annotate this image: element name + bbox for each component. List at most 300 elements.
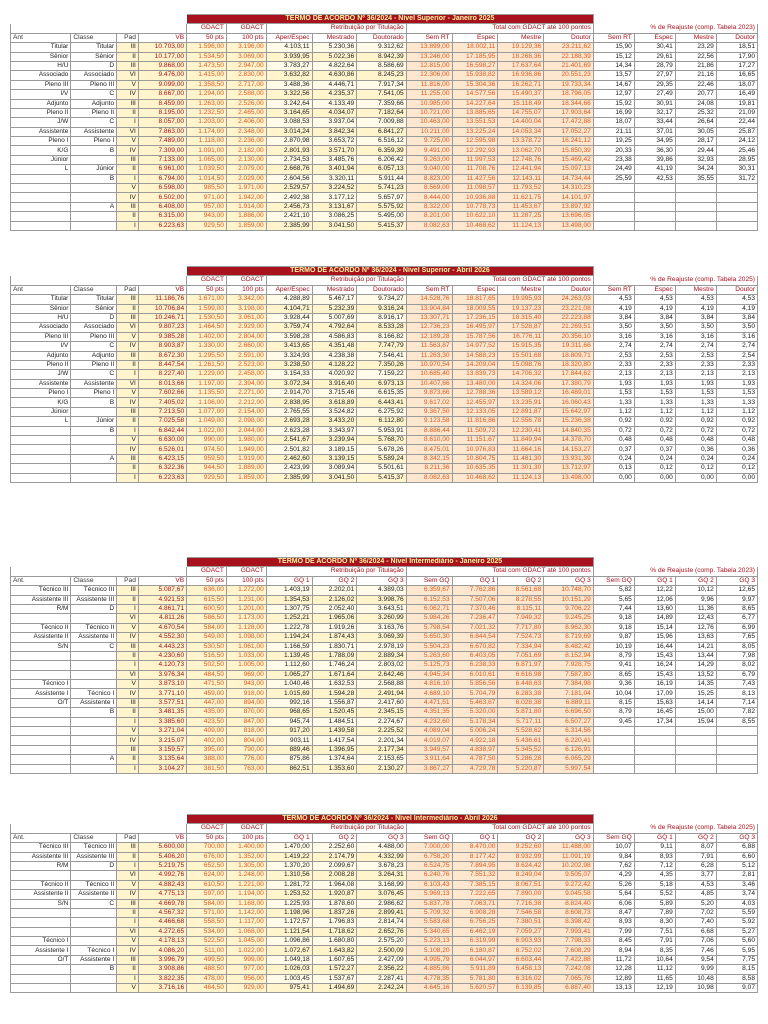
cell-total: 23.221,08 <box>544 304 594 313</box>
cell-vb: 4.775,13 <box>138 890 186 899</box>
cell-retribuicao: 1.920,87 <box>312 890 357 899</box>
cell-total: 13.899,00 <box>406 43 452 52</box>
cell-total: 4.232,60 <box>406 717 452 726</box>
row-classe-label: Assistente I <box>71 955 117 964</box>
cell-retribuicao: 1.718,62 <box>312 927 357 936</box>
cell-retribuicao: 2.986,62 <box>357 899 406 908</box>
cell-total: 8.569,00 <box>406 184 452 193</box>
cell-vb: 4.992,76 <box>138 871 186 880</box>
cell-retribuicao: 2.642,46 <box>357 670 406 679</box>
cell-total: 4.019,07 <box>406 736 452 745</box>
cell-vb: 6.961,00 <box>138 165 186 174</box>
cell-gdact-50: 1.106,00 <box>187 398 227 407</box>
row-classe-label <box>71 155 117 164</box>
row-classe-label: Assistente II <box>71 633 117 642</box>
cell-reajuste: 22,44 <box>716 118 757 127</box>
cell-retribuicao: 4.103,11 <box>266 43 312 52</box>
row-ant-label <box>11 764 71 773</box>
cell-total: 9.367,50 <box>406 407 452 416</box>
cell-gdact-100: 3.198,00 <box>226 304 266 313</box>
row-padrao: II <box>117 852 139 861</box>
cell-reajuste: 1,53 <box>634 389 675 398</box>
cell-reajuste: 11,36 <box>675 604 716 613</box>
cell-total: 7.065,76 <box>544 974 593 983</box>
row-padrao: I <box>117 918 139 927</box>
cell-total: 20.356,10 <box>544 332 594 341</box>
cell-reajuste: 0,72 <box>675 426 716 435</box>
cell-retribuicao: 1.096,86 <box>266 937 312 946</box>
row-classe-label: C <box>71 90 117 99</box>
salary-table-int-jan-2025 <box>10 557 758 774</box>
table-row <box>11 614 758 623</box>
cell-total: 10.635,35 <box>452 464 498 473</box>
row-classe-label: Pleno II <box>71 360 117 369</box>
cell-gdact-100: 1.859,00 <box>226 473 266 482</box>
row-classe-label <box>71 871 117 880</box>
table-row <box>11 852 758 861</box>
cell-reajuste: 7,62 <box>593 861 634 870</box>
table-row <box>11 445 758 454</box>
table-row <box>11 680 758 689</box>
row-padrao: V <box>117 137 139 146</box>
cell-gdact-100: 943,00 <box>226 680 266 689</box>
cell-gdact-100: 1.098,00 <box>226 633 266 642</box>
cell-gdact-100: 1.022,00 <box>226 946 266 955</box>
table-row <box>11 108 758 117</box>
cell-total: 5.345,52 <box>498 745 544 754</box>
row-ant-label: I/V <box>11 90 71 99</box>
row-padrao: III <box>117 407 139 416</box>
table-row <box>11 736 758 745</box>
cell-reajuste: 2,74 <box>716 342 757 351</box>
cell-gdact-100: 2.406,00 <box>226 118 266 127</box>
cell-reajuste: 16,44 <box>634 642 675 651</box>
cell-gdact-50: 558,50 <box>187 918 227 927</box>
cell-gdact-50: 597,00 <box>187 890 227 899</box>
cell-total: 4.471,51 <box>406 698 452 707</box>
cell-vb: 5.406,20 <box>138 852 186 861</box>
cell-total: 6.028,38 <box>498 698 544 707</box>
table-row <box>11 755 758 764</box>
cell-total: 4.787,50 <box>452 755 498 764</box>
cell-vb: 10.706,84 <box>138 304 186 313</box>
row-ant-label: J/W <box>11 118 71 127</box>
cell-retribuicao: 2.252,60 <box>312 843 357 852</box>
cell-reajuste: 31,72 <box>716 174 757 183</box>
cell-gdact-100: 969,00 <box>226 670 266 679</box>
header-total: Total com GDACT até 100 pontos <box>406 567 593 576</box>
cell-retribuicao: 1.026,03 <box>266 965 312 974</box>
cell-total: 10.202,98 <box>544 861 593 870</box>
cell-reajuste: 10,98 <box>675 984 716 993</box>
cell-reajuste: 2,13 <box>675 370 716 379</box>
cell-vb: 7.133,00 <box>138 155 186 164</box>
cell-reajuste: 3,74 <box>716 890 757 899</box>
cell-gdact-100: 956,00 <box>226 974 266 983</box>
cell-total: 10.970,54 <box>406 360 452 369</box>
salary-table <box>10 14 758 231</box>
row-ant-label: Assistente II <box>11 633 71 642</box>
cell-reajuste: 7,75 <box>716 955 757 964</box>
cell-total: 8.342,15 <box>406 454 452 463</box>
cell-retribuicao: 7.159,22 <box>357 370 406 379</box>
cell-reajuste <box>593 727 634 736</box>
cell-gdact-100: 1.128,00 <box>226 623 266 632</box>
cell-total: 22.188,39 <box>544 52 594 61</box>
table-row <box>11 80 758 89</box>
cell-total: 5.178,34 <box>452 717 498 726</box>
cell-total: 10.804,75 <box>452 454 498 463</box>
column-header: Doutor <box>544 285 594 294</box>
cell-retribuicao: 3.069,39 <box>357 633 406 642</box>
cell-retribuicao: 1.172,57 <box>266 918 312 927</box>
cell-gdact-50: 586,50 <box>187 614 227 623</box>
cell-gdact-100: 999,00 <box>226 955 266 964</box>
header-spacer <box>11 567 187 576</box>
cell-retribuicao: 1.680,80 <box>312 937 357 946</box>
cell-reajuste <box>716 184 757 193</box>
cell-total: 9.272,42 <box>544 880 593 889</box>
row-ant-label: J/W <box>11 370 71 379</box>
cell-retribuicao: 6.841,27 <box>357 127 406 136</box>
cell-gdact-50: 1.415,00 <box>187 71 227 80</box>
cell-reajuste: 7,89 <box>634 908 675 917</box>
cell-reajuste: 0,00 <box>716 473 757 482</box>
cell-gdact-50: 974,50 <box>187 445 227 454</box>
cell-total: 7.334,94 <box>498 642 544 651</box>
row-ant-label: Titular <box>11 43 71 52</box>
cell-retribuicao: 1.003,45 <box>266 974 312 983</box>
cell-retribuicao: 889,46 <box>266 745 312 754</box>
cell-total: 10.211,00 <box>406 127 452 136</box>
cell-retribuicao: 4.128,22 <box>312 360 357 369</box>
table-row <box>11 871 758 880</box>
column-header: Mestre <box>498 33 544 42</box>
cell-total: 6.010,61 <box>452 670 498 679</box>
row-padrao: II <box>117 965 139 974</box>
cell-total: 11.708,76 <box>452 165 498 174</box>
cell-gdact-100: 2.044,00 <box>226 426 266 435</box>
table-row <box>11 633 758 642</box>
cell-reajuste: 8,15 <box>716 965 757 974</box>
cell-reajuste: 12,76 <box>675 623 716 632</box>
cell-gdact-100: 1.168,00 <box>226 899 266 908</box>
cell-total: 17.380,79 <box>544 379 594 388</box>
cell-total: 11.263,30 <box>406 351 452 360</box>
cell-total: 8.886,44 <box>406 426 452 435</box>
cell-retribuicao: 4.288,89 <box>266 295 312 304</box>
cell-reajuste: 0,37 <box>634 445 675 454</box>
row-ant-label <box>11 670 71 679</box>
column-header: Mestre <box>498 285 544 294</box>
cell-retribuicao: 7.546,41 <box>357 351 406 360</box>
cell-total: 14.588,23 <box>452 351 498 360</box>
column-header: 100 pts <box>226 833 266 842</box>
cell-reajuste <box>634 193 675 202</box>
row-padrao: IV <box>117 633 139 642</box>
cell-reajuste <box>716 764 757 773</box>
table-row <box>11 61 758 70</box>
cell-retribuicao: 2.604,56 <box>266 174 312 183</box>
cell-gdact-50: 1.232,50 <box>187 108 227 117</box>
cell-vb: 5.219,75 <box>138 861 186 870</box>
cell-total: 17.844,62 <box>544 370 594 379</box>
row-classe-label: B <box>71 398 117 407</box>
cell-total: 11.427,56 <box>452 174 498 183</box>
cell-reajuste: 9,84 <box>593 852 634 861</box>
cell-reajuste: 22,56 <box>675 52 716 61</box>
cell-reajuste: 0,48 <box>716 436 757 445</box>
cell-reajuste: 6,99 <box>716 623 757 632</box>
row-classe-label: D <box>71 61 117 70</box>
cell-vb: 8.057,00 <box>138 118 186 127</box>
cell-reajuste <box>675 212 716 221</box>
cell-total: 19.311,66 <box>544 342 594 351</box>
table-row <box>11 332 758 341</box>
table-row <box>11 908 758 917</box>
cell-total: 10.463,00 <box>406 118 452 127</box>
cell-reajuste: 19,25 <box>593 137 634 146</box>
cell-vb: 4.443,23 <box>138 642 186 651</box>
cell-gdact-100: 2.130,00 <box>226 155 266 164</box>
cell-reajuste <box>716 736 757 745</box>
cell-gdact-100: 894,00 <box>226 698 266 707</box>
cell-total: 7.063,71 <box>452 899 498 908</box>
row-padrao: III <box>117 155 139 164</box>
cell-retribuicao: 2.174,79 <box>312 852 357 861</box>
cell-reajuste: 8,07 <box>675 843 716 852</box>
cell-gdact-100: 2.526,00 <box>226 99 266 108</box>
cell-reajuste: 0,48 <box>593 436 634 445</box>
cell-retribuicao: 3.041,50 <box>312 473 357 482</box>
cell-total: 8.932,99 <box>498 852 544 861</box>
cell-reajuste: 8,65 <box>716 604 757 613</box>
cell-reajuste <box>634 764 675 773</box>
row-classe-label: Titular <box>71 295 117 304</box>
column-header: GQ 2 <box>312 576 357 585</box>
cell-total: 7.894,95 <box>452 861 498 870</box>
column-header: Doutor <box>716 285 757 294</box>
cell-reajuste: 32,17 <box>634 108 675 117</box>
column-header: Sem RT <box>593 33 634 42</box>
column-header: Espec <box>452 285 498 294</box>
cell-gdact-50: 423,50 <box>187 717 227 726</box>
cell-retribuicao: 1.015,69 <box>266 689 312 698</box>
cell-retribuicao: 3.488,36 <box>266 80 312 89</box>
cell-total: 17.528,87 <box>498 323 544 332</box>
cell-retribuicao: 8.586,69 <box>357 61 406 70</box>
cell-total: 8.115,11 <box>498 604 544 613</box>
cell-reajuste <box>675 764 716 773</box>
cell-retribuicao: 2.575,20 <box>357 937 406 946</box>
cell-total: 19.995,93 <box>498 295 544 304</box>
column-header: 100 pts <box>226 285 266 294</box>
cell-reajuste: 13,13 <box>593 984 634 993</box>
cell-vb: 3.159,57 <box>138 745 186 754</box>
column-header: Doutorado <box>357 285 406 294</box>
cell-reajuste <box>675 736 716 745</box>
cell-total: 6.524,75 <box>406 861 452 870</box>
cell-gdact-50: 943,00 <box>187 212 227 221</box>
column-header: Doutor <box>544 33 594 42</box>
cell-reajuste: 28,79 <box>634 61 675 70</box>
cell-retribuicao: 2.978,19 <box>357 642 406 651</box>
cell-total: 15.501,68 <box>498 351 544 360</box>
cell-reajuste: 5,92 <box>716 918 757 927</box>
cell-total: 10.985,00 <box>406 99 452 108</box>
cell-gdact-50: 652,50 <box>187 861 227 870</box>
cell-reajuste: 8,47 <box>593 908 634 917</box>
cell-vb: 4.882,43 <box>138 880 186 889</box>
cell-retribuicao: 4.235,37 <box>312 90 357 99</box>
row-padrao: II <box>117 464 139 473</box>
cell-retribuicao: 3.242,64 <box>266 99 312 108</box>
cell-retribuicao: 1.484,51 <box>312 717 357 726</box>
cell-retribuicao: 9.734,27 <box>357 295 406 304</box>
row-padrao: IV <box>117 193 139 202</box>
cell-retribuicao: 1.419,22 <box>266 852 312 861</box>
header-spacer <box>11 824 187 833</box>
cell-retribuicao: 3.177,12 <box>312 193 357 202</box>
header-row-1 <box>11 24 758 33</box>
cell-reajuste: 37,01 <box>634 127 675 136</box>
cell-gdact-100: 1.914,00 <box>226 202 266 211</box>
cell-gdact-50: 1.261,50 <box>187 360 227 369</box>
cell-total: 6.283,38 <box>498 689 544 698</box>
cell-retribuicao: 2.126,02 <box>312 595 357 604</box>
cell-total: 12.143,11 <box>498 174 544 183</box>
cell-gdact-50: 1.039,50 <box>187 165 227 174</box>
cell-retribuicao: 2.889,34 <box>357 651 406 660</box>
table-row <box>11 984 758 993</box>
cell-total: 13.931,39 <box>544 454 594 463</box>
cell-total: 8.610,00 <box>406 436 452 445</box>
cell-total: 7.717,80 <box>498 623 544 632</box>
row-ant-label <box>11 174 71 183</box>
cell-reajuste: 12,97 <box>593 90 634 99</box>
cell-gdact-50: 1.295,50 <box>187 351 227 360</box>
column-header: Sem GQ <box>406 576 452 585</box>
column-header: Classe <box>71 285 117 294</box>
header-retribuicao: Retribuição por Titulação <box>266 824 406 833</box>
row-padrao: III <box>117 43 139 52</box>
cell-total: 18.809,71 <box>544 351 594 360</box>
row-ant-label: H/U <box>11 61 71 70</box>
column-header: Sem RT <box>406 33 452 42</box>
cell-total: 14.977,52 <box>452 342 498 351</box>
column-header: 50 pts <box>187 576 227 585</box>
cell-gdact-50: 1.599,00 <box>187 304 227 313</box>
cell-reajuste: 21,86 <box>675 61 716 70</box>
cell-vb: 3.271,04 <box>138 727 186 736</box>
cell-retribuicao: 2.427,09 <box>357 955 406 964</box>
cell-retribuicao: 1.788,09 <box>312 651 357 660</box>
cell-total: 9.491,00 <box>406 146 452 155</box>
cell-reajuste <box>593 202 634 211</box>
cell-total: 4.645,16 <box>406 984 452 993</box>
cell-total: 9.123,58 <box>406 417 452 426</box>
cell-reajuste: 34,95 <box>634 137 675 146</box>
cell-reajuste: 36,30 <box>634 146 675 155</box>
cell-total: 6.908,28 <box>452 908 498 917</box>
cell-reajuste <box>634 736 675 745</box>
cell-reajuste: 15,96 <box>634 633 675 642</box>
cell-total: 9.617,02 <box>406 398 452 407</box>
cell-reajuste: 15,14 <box>634 623 675 632</box>
row-classe-label: Pleno I <box>71 137 117 146</box>
cell-retribuicao: 2.242,24 <box>357 984 406 993</box>
cell-reajuste: 2,13 <box>634 370 675 379</box>
cell-total: 6.240,76 <box>406 871 452 880</box>
cell-retribuicao: 3.928,44 <box>266 313 312 322</box>
table-row <box>11 202 758 211</box>
row-ant-label <box>11 651 71 660</box>
cell-reajuste <box>593 212 634 221</box>
cell-total: 13.498,00 <box>544 473 594 482</box>
cell-total: 11.287,25 <box>498 212 544 221</box>
row-classe-label: Júnior <box>71 165 117 174</box>
header-reajuste: % de Reajuste (comp. Tabela 2025) <box>593 824 757 833</box>
cell-reajuste: 3,16 <box>634 332 675 341</box>
cell-retribuicao: 4.332,99 <box>357 852 406 861</box>
column-header: Sem GQ <box>593 833 634 842</box>
cell-gdact-100: 1.942,00 <box>226 193 266 202</box>
row-ant-label: Técnico I <box>11 937 71 946</box>
salary-table <box>10 266 758 483</box>
cell-retribuicao: 5.230,36 <box>312 43 357 52</box>
cell-vb: 6.598,00 <box>138 184 186 193</box>
cell-retribuicao: 1.556,87 <box>312 698 357 707</box>
cell-retribuicao: 3.086,25 <box>312 212 357 221</box>
cell-retribuicao: 8.245,23 <box>357 71 406 80</box>
cell-retribuicao: 5.501,61 <box>357 464 406 473</box>
cell-vb: 5.087,67 <box>138 586 186 595</box>
cell-reajuste: 8,13 <box>716 689 757 698</box>
cell-total: 6.220,41 <box>544 736 594 745</box>
cell-reajuste: 2,74 <box>634 342 675 351</box>
cell-total: 16.489,01 <box>544 389 594 398</box>
cell-retribuicao: 1.166,59 <box>266 642 312 651</box>
row-classe-label: B <box>71 708 117 717</box>
cell-retribuicao: 6.057,13 <box>357 165 406 174</box>
cell-vb: 6.630,00 <box>138 436 186 445</box>
row-padrao: I <box>117 861 139 870</box>
table-row <box>11 651 758 660</box>
cell-gdact-100: 2.348,00 <box>226 127 266 136</box>
cell-retribuicao: 6.112,80 <box>357 417 406 426</box>
cell-reajuste: 3,84 <box>634 313 675 322</box>
cell-reajuste: 8,45 <box>593 937 634 946</box>
cell-reajuste: 16,65 <box>716 71 757 80</box>
cell-total: 8.608,73 <box>544 908 593 917</box>
row-ant-label <box>11 927 71 936</box>
cell-vb: 7.489,00 <box>138 137 186 146</box>
cell-reajuste: 5,82 <box>593 586 634 595</box>
cell-retribuicao: 5.415,37 <box>357 473 406 482</box>
header-gdact-50: GDACT <box>187 824 227 833</box>
header-spacer <box>11 276 187 285</box>
row-classe-label: Técnico II <box>71 623 117 632</box>
row-ant-label: L <box>11 165 71 174</box>
header-gdact-100: GDACT <box>226 567 266 576</box>
cell-retribuicao: 4.351,48 <box>312 342 357 351</box>
cell-gdact-100: 1.919,00 <box>226 454 266 463</box>
cell-retribuicao: 4.792,64 <box>312 323 357 332</box>
cell-reajuste: 0,12 <box>634 464 675 473</box>
table-row <box>11 127 758 136</box>
cell-total: 17.903,64 <box>544 108 594 117</box>
row-ant-label: Adjunto <box>11 351 71 360</box>
